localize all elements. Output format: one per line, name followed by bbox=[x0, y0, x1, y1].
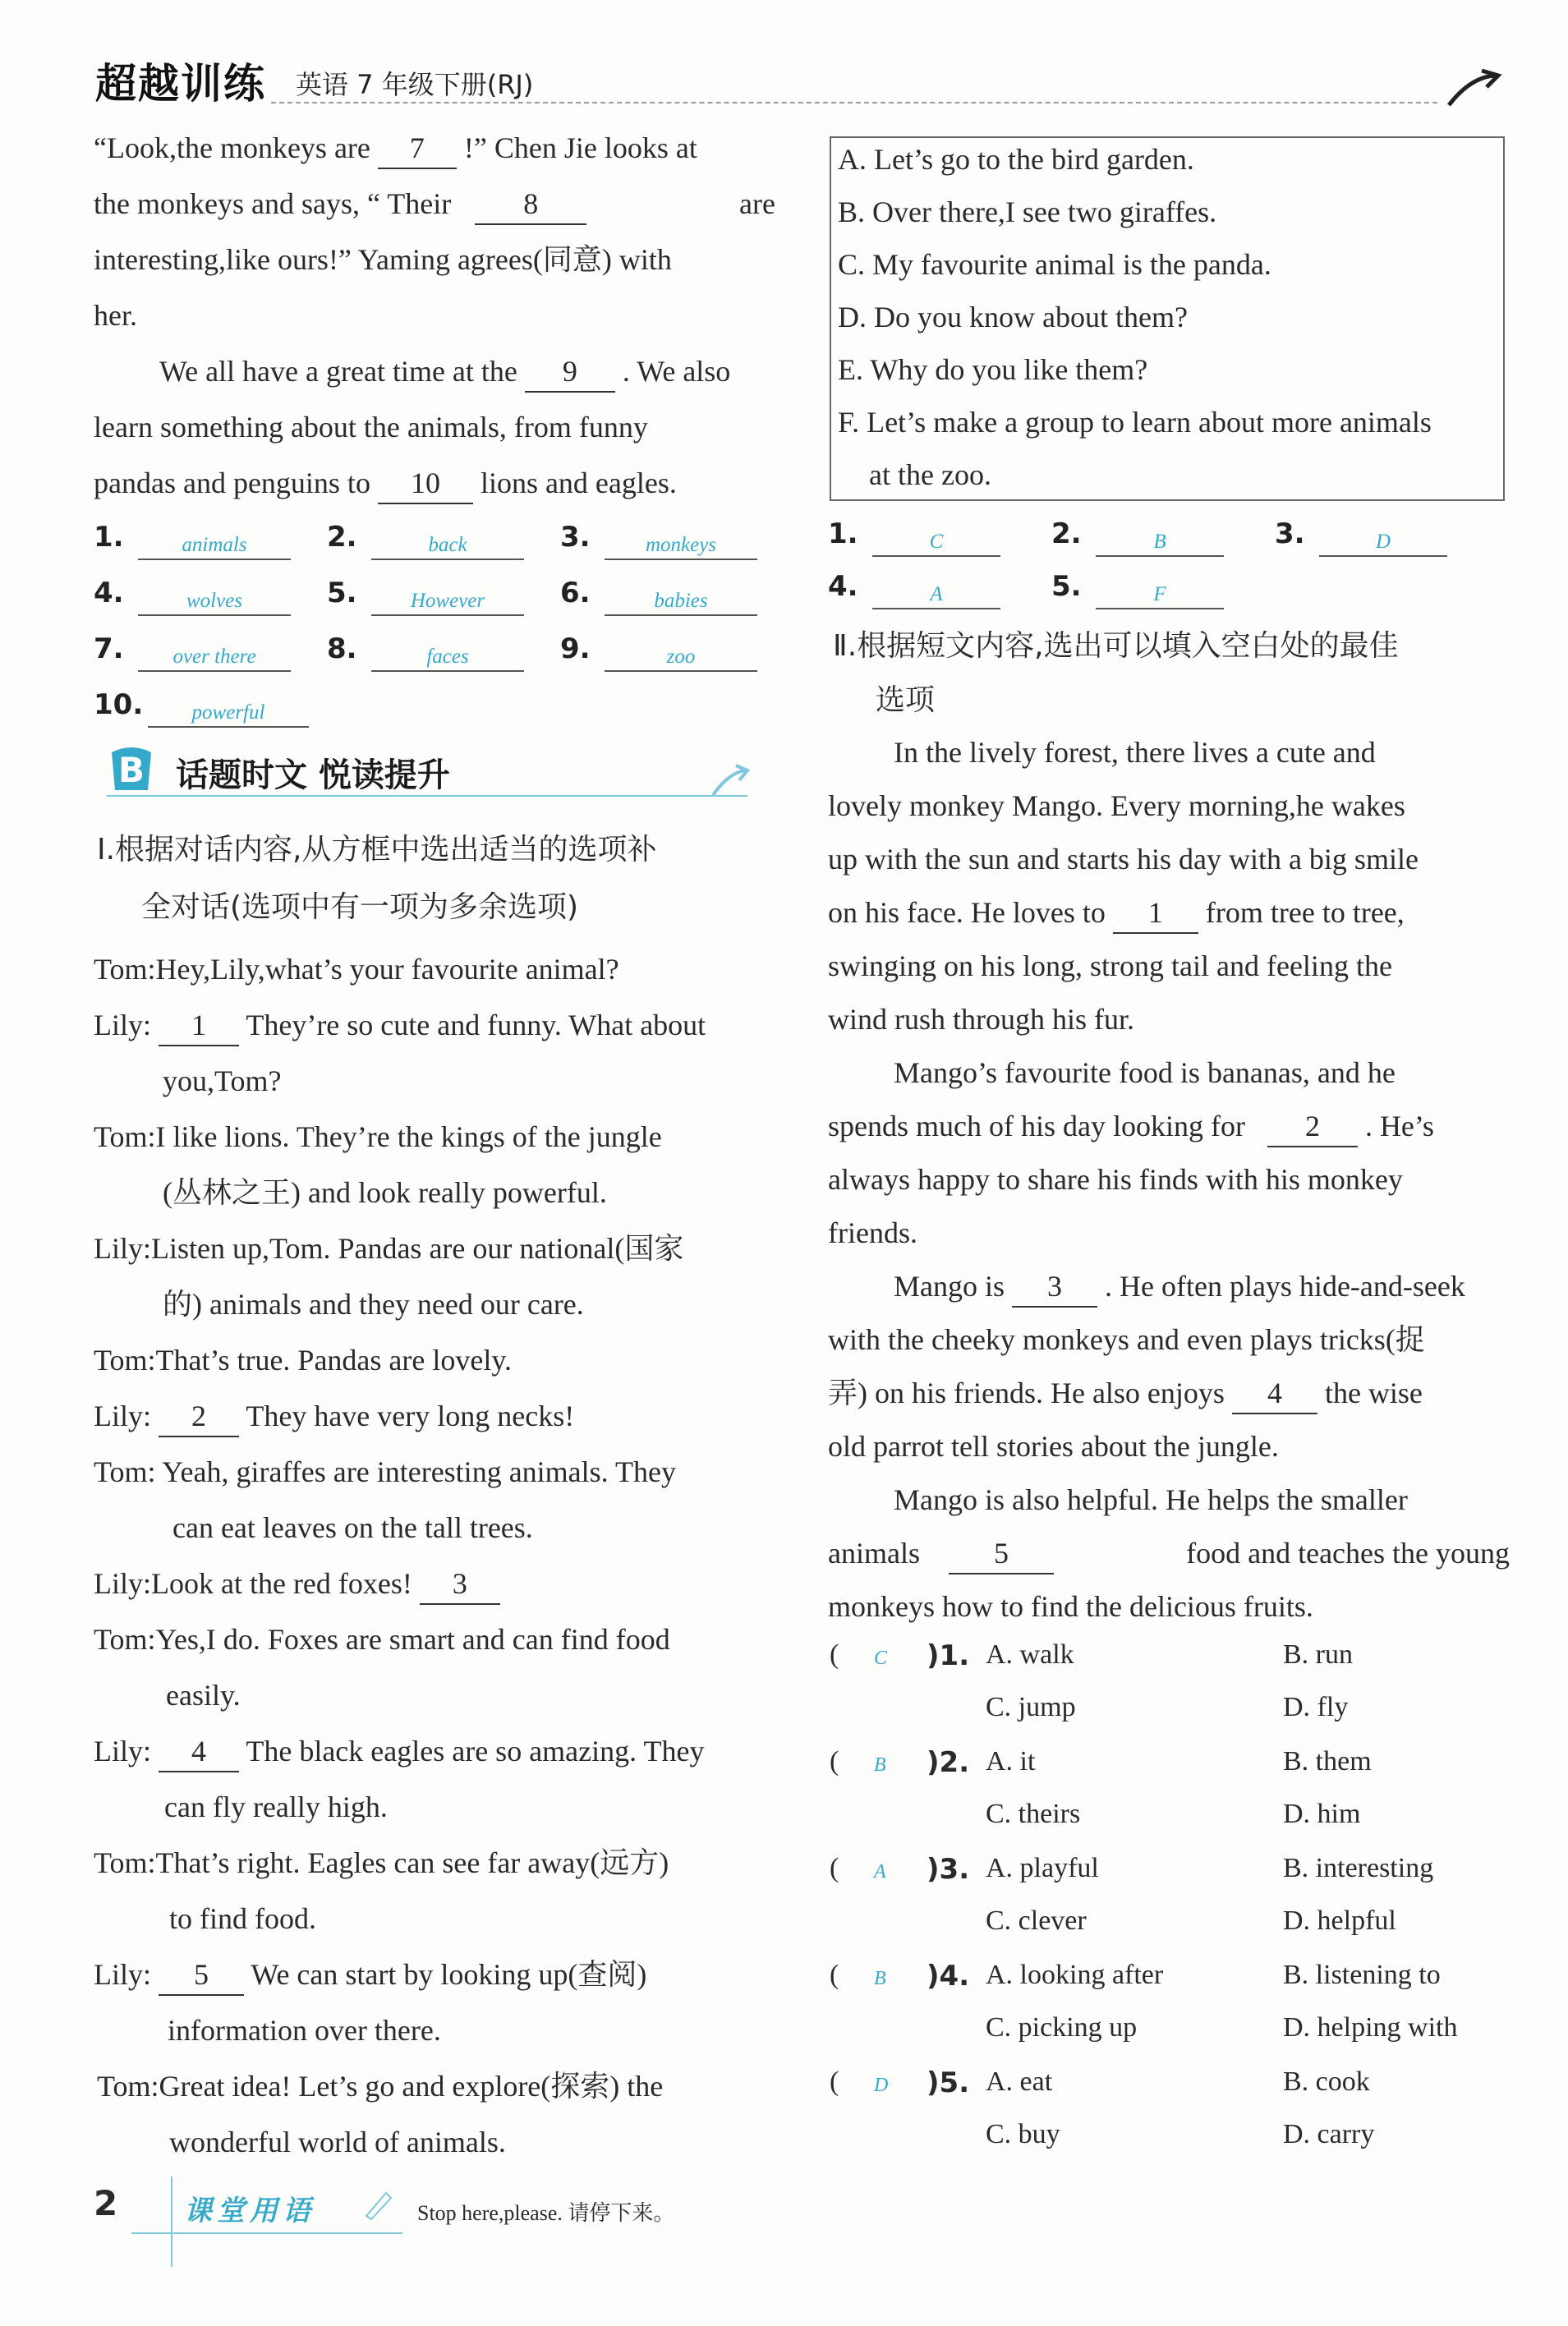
mc-number: )5. bbox=[927, 2066, 970, 2099]
dialog-line bbox=[94, 1556, 500, 1611]
option-item: C. My favourite animal is the panda. bbox=[838, 248, 1271, 281]
answer-number: 1. bbox=[828, 517, 858, 550]
text: They’re so cute and funny. What about bbox=[246, 1009, 706, 1041]
dialog-line bbox=[94, 1947, 646, 2002]
speaker: Lily: bbox=[94, 1400, 151, 1432]
text: are bbox=[739, 187, 775, 220]
section-b-badge-icon bbox=[107, 744, 156, 793]
answer-value: C bbox=[872, 519, 1000, 557]
mc-option[interactable]: C. theirs bbox=[986, 1799, 1081, 1829]
passage-line: lovely monkey Mango. Every morning,he wakes bbox=[828, 789, 1405, 822]
passage-line: In the lively forest, there lives a cute and bbox=[894, 736, 1376, 769]
mc-option[interactable]: A. looking after bbox=[986, 1960, 1164, 1990]
option-item: B. Over there,I see two giraffes. bbox=[838, 195, 1217, 228]
dialog-line: wonderful world of animals. bbox=[169, 2126, 506, 2158]
text: !” Chen Jie looks at bbox=[463, 131, 697, 164]
text: the monkeys and says, “ Their bbox=[94, 187, 452, 220]
text: . He often plays hide-and-seek bbox=[1105, 1270, 1465, 1303]
passage-line: friends. bbox=[828, 1216, 917, 1249]
passage-line bbox=[159, 343, 730, 399]
answer-number: 5. bbox=[327, 577, 357, 609]
passage-line: Mango is also helpful. He helps the smaller bbox=[894, 1483, 1408, 1516]
dialog-line: Tom:That’s true. Pandas are lovely. bbox=[94, 1344, 513, 1377]
answer-value: D bbox=[1319, 519, 1447, 557]
answer-value: A bbox=[872, 572, 1000, 609]
mc-option[interactable]: B. listening to bbox=[1283, 1960, 1441, 1990]
answer-number: 2. bbox=[327, 521, 357, 554]
answer-number: 6. bbox=[560, 577, 591, 609]
paren: ( bbox=[830, 1639, 839, 1670]
passage-blank-4: 4 bbox=[1232, 1373, 1317, 1414]
part1-instruction: Ⅰ.根据对话内容,从方框中选出适当的选项补 bbox=[97, 833, 657, 867]
pen-icon bbox=[361, 2188, 394, 2221]
text: . He’s bbox=[1364, 1110, 1434, 1142]
header-divider bbox=[271, 102, 1437, 103]
text: lions and eagles. bbox=[480, 467, 677, 499]
dialog-blank-5: 5 bbox=[159, 1955, 244, 1996]
passage-line: her. bbox=[94, 299, 137, 332]
text: the wise bbox=[1324, 1377, 1423, 1409]
passage-line bbox=[94, 176, 775, 232]
mc-answer: C bbox=[874, 1648, 888, 1669]
dialog-line: can fly really high. bbox=[164, 1790, 388, 1823]
arrow-icon bbox=[711, 764, 752, 800]
section-b-underline bbox=[107, 795, 747, 797]
mc-option[interactable]: B. run bbox=[1283, 1639, 1353, 1670]
passage-line bbox=[828, 886, 1405, 940]
answer-value: babies bbox=[605, 578, 757, 616]
mc-option[interactable]: B. cook bbox=[1283, 2066, 1370, 2097]
answer-value: animals bbox=[138, 522, 291, 560]
mc-option[interactable]: D. fly bbox=[1283, 1692, 1349, 1722]
dialog-line: easily. bbox=[166, 1679, 241, 1712]
mc-option[interactable]: B. them bbox=[1283, 1746, 1372, 1777]
passage-line bbox=[94, 455, 677, 511]
passage-line: interesting,like ours!” Yaming agrees(同意) with bbox=[94, 243, 672, 276]
passage-line: swinging on his long, strong tail and feeling the bbox=[828, 949, 1392, 982]
paren: ( bbox=[830, 1960, 839, 1990]
mc-option[interactable]: D. carry bbox=[1283, 2119, 1375, 2149]
mc-answer: B bbox=[874, 1968, 886, 1989]
dialog-line: information over there. bbox=[168, 2014, 441, 2047]
passage-line: monkeys how to find the delicious fruits. bbox=[828, 1590, 1313, 1623]
option-item: D. Do you know about them? bbox=[838, 301, 1188, 333]
text: Mango is bbox=[894, 1270, 1005, 1303]
text: 弄) on his friends. He also enjoys bbox=[828, 1377, 1225, 1409]
dialog-line bbox=[94, 997, 706, 1053]
mc-option[interactable]: D. helping with bbox=[1283, 2012, 1458, 2043]
dialog-line: 的) animals and they need our care. bbox=[163, 1288, 584, 1321]
speaker: Lily: bbox=[94, 1735, 151, 1767]
option-item: A. Let’s go to the bird garden. bbox=[838, 143, 1194, 176]
mc-option[interactable]: C. clever bbox=[986, 1905, 1087, 1936]
dialog-blank-4: 4 bbox=[159, 1731, 239, 1772]
text: We all have a great time at the bbox=[159, 355, 517, 388]
passage-line bbox=[894, 1260, 1465, 1313]
passage-blank-2: 2 bbox=[1267, 1106, 1358, 1147]
part2-instruction: 选项 bbox=[876, 683, 936, 717]
section-b-letter: B bbox=[117, 750, 145, 790]
passage-line bbox=[828, 1367, 1423, 1420]
brand-title: 超越训练 bbox=[95, 60, 266, 108]
text: from tree to tree, bbox=[1205, 896, 1405, 929]
option-item: at the zoo. bbox=[869, 458, 991, 491]
arrow-icon bbox=[1446, 69, 1503, 110]
mc-option[interactable]: C. buy bbox=[986, 2119, 1060, 2149]
text: animals bbox=[828, 1537, 920, 1570]
blank-7: 7 bbox=[378, 128, 457, 169]
blank-8: 8 bbox=[475, 184, 586, 225]
mc-option[interactable]: D. helpful bbox=[1283, 1905, 1396, 1936]
part2-instruction: Ⅱ.根据短文内容,选出可以填入空白处的最佳 bbox=[833, 629, 1399, 663]
passage-blank-1: 1 bbox=[1113, 893, 1198, 934]
passage-line: always happy to share his finds with his monkey bbox=[828, 1163, 1403, 1196]
option-item: E. Why do you like them? bbox=[838, 353, 1148, 386]
blank-9: 9 bbox=[525, 352, 615, 393]
dialog-line: Tom: Yeah, giraffes are interesting animals. They bbox=[94, 1455, 676, 1488]
answer-value: B bbox=[1096, 519, 1224, 557]
mc-number: )1. bbox=[927, 1639, 970, 1672]
mc-option[interactable]: B. interesting bbox=[1283, 1853, 1434, 1883]
option-item: F. Let’s make a group to learn about more animals bbox=[838, 406, 1432, 439]
mc-option[interactable]: C. picking up bbox=[986, 2012, 1138, 2043]
passage-line: up with the sun and starts his day with a big smile bbox=[828, 843, 1419, 876]
text: . We also bbox=[622, 355, 731, 388]
mc-number: )4. bbox=[927, 1960, 970, 1993]
answer-value: However bbox=[371, 578, 524, 616]
dialog-blank-2: 2 bbox=[159, 1396, 239, 1437]
mc-option[interactable]: A. eat bbox=[986, 2066, 1053, 2097]
dialog-blank-3: 3 bbox=[420, 1564, 500, 1605]
footer-underline bbox=[131, 2232, 402, 2234]
answer-value: monkeys bbox=[605, 522, 757, 560]
dialog-line bbox=[94, 1723, 704, 1779]
dialog-line: you,Tom? bbox=[163, 1064, 282, 1097]
mc-option[interactable]: A. walk bbox=[986, 1639, 1074, 1670]
text: “Look,the monkeys are bbox=[94, 131, 370, 164]
text: The black eagles are so amazing. They bbox=[246, 1735, 705, 1767]
dialog-line: Tom:Great idea! Let’s go and explore(探索) the bbox=[97, 2070, 664, 2103]
mc-option[interactable]: D. him bbox=[1283, 1799, 1361, 1829]
mc-number: )3. bbox=[927, 1853, 970, 1886]
answer-value: wolves bbox=[138, 578, 291, 616]
mc-answer: D bbox=[874, 2075, 889, 2096]
text: on his face. He loves to bbox=[828, 896, 1106, 929]
answer-number: 3. bbox=[1275, 517, 1305, 550]
section-b-title: 话题时文 悦读提升 bbox=[176, 756, 450, 794]
part1-instruction: 全对话(选项中有一项为多余选项) bbox=[141, 890, 579, 924]
dialog-line: Tom:That’s right. Eagles can see far away(远方) bbox=[94, 1846, 669, 1879]
book-title: 英语 7 年级下册(RJ) bbox=[296, 69, 534, 100]
answer-number: 1. bbox=[94, 521, 124, 554]
dialog-line: Tom:Yes,I do. Foxes are smart and can find food bbox=[94, 1623, 670, 1656]
footer-phrase: Stop here,please. 请停下来。 bbox=[417, 2201, 675, 2225]
passage-line: Mango’s favourite food is bananas, and he bbox=[894, 1056, 1396, 1089]
mc-option[interactable]: C. jump bbox=[986, 1692, 1076, 1722]
footer-divider bbox=[171, 2177, 172, 2267]
passage-line: old parrot tell stories about the jungle. bbox=[828, 1430, 1279, 1463]
answer-value: powerful bbox=[148, 690, 309, 728]
answer-value: faces bbox=[371, 634, 524, 672]
answer-number: 8. bbox=[327, 632, 357, 665]
mc-answer: A bbox=[874, 1861, 886, 1882]
paren: ( bbox=[830, 2066, 839, 2097]
dialog-line: Tom:I like lions. They’re the kings of the jungle bbox=[94, 1120, 662, 1153]
passage-line: wind rush through his fur. bbox=[828, 1003, 1134, 1036]
text: We can start by looking up(查阅) bbox=[251, 1958, 647, 1991]
passage-line: learn something about the animals, from funny bbox=[94, 411, 648, 444]
passage-blank-5: 5 bbox=[949, 1533, 1054, 1574]
dialog-line bbox=[94, 1388, 574, 1444]
answer-number: 3. bbox=[560, 521, 591, 554]
text: They have very long necks! bbox=[246, 1400, 575, 1432]
blank-10: 10 bbox=[378, 463, 473, 504]
passage-line: with the cheeky monkeys and even plays tricks(捉 bbox=[828, 1323, 1425, 1356]
speaker: Lily: bbox=[94, 1958, 151, 1991]
passage-blank-3: 3 bbox=[1012, 1266, 1097, 1308]
paren: ( bbox=[830, 1746, 839, 1777]
answer-number: 7. bbox=[94, 632, 124, 665]
dialog-line: to find food. bbox=[169, 1902, 316, 1935]
passage-line bbox=[828, 1527, 1510, 1580]
text: Lily:Look at the red foxes! bbox=[94, 1567, 412, 1600]
paren: ( bbox=[830, 1853, 839, 1883]
dialog-line: Lily:Listen up,Tom. Pandas are our national(国家 bbox=[94, 1232, 684, 1265]
footer-label: 课堂用语 bbox=[184, 2195, 315, 2227]
answer-value: zoo bbox=[605, 634, 757, 672]
dialog-line: can eat leaves on the tall trees. bbox=[172, 1511, 533, 1544]
answer-number: 2. bbox=[1051, 517, 1082, 550]
text: pandas and penguins to bbox=[94, 467, 370, 499]
answer-number: 5. bbox=[1051, 570, 1082, 603]
answer-number: 4. bbox=[94, 577, 124, 609]
answer-value: F bbox=[1096, 572, 1224, 609]
passage-line bbox=[828, 1100, 1434, 1153]
dialog-line: Tom:Hey,Lily,what’s your favourite animal? bbox=[94, 953, 619, 986]
mc-option[interactable]: A. playful bbox=[986, 1853, 1099, 1883]
answer-number: 4. bbox=[828, 570, 858, 603]
mc-option[interactable]: A. it bbox=[986, 1746, 1036, 1777]
answer-value: back bbox=[371, 522, 524, 560]
speaker: Lily: bbox=[94, 1009, 151, 1041]
answer-number: 10. bbox=[94, 688, 144, 721]
mc-answer: B bbox=[874, 1754, 886, 1776]
text: spends much of his day looking for bbox=[828, 1110, 1245, 1142]
dialog-line: (丛林之王) and look really powerful. bbox=[163, 1176, 607, 1209]
dialog-blank-1: 1 bbox=[159, 1005, 239, 1046]
answer-number: 9. bbox=[560, 632, 591, 665]
text: food and teaches the young bbox=[1186, 1537, 1510, 1570]
mc-number: )2. bbox=[927, 1746, 970, 1779]
page-number: 2 bbox=[94, 2183, 118, 2223]
passage-line bbox=[94, 120, 697, 176]
answer-value: over there bbox=[138, 634, 291, 672]
